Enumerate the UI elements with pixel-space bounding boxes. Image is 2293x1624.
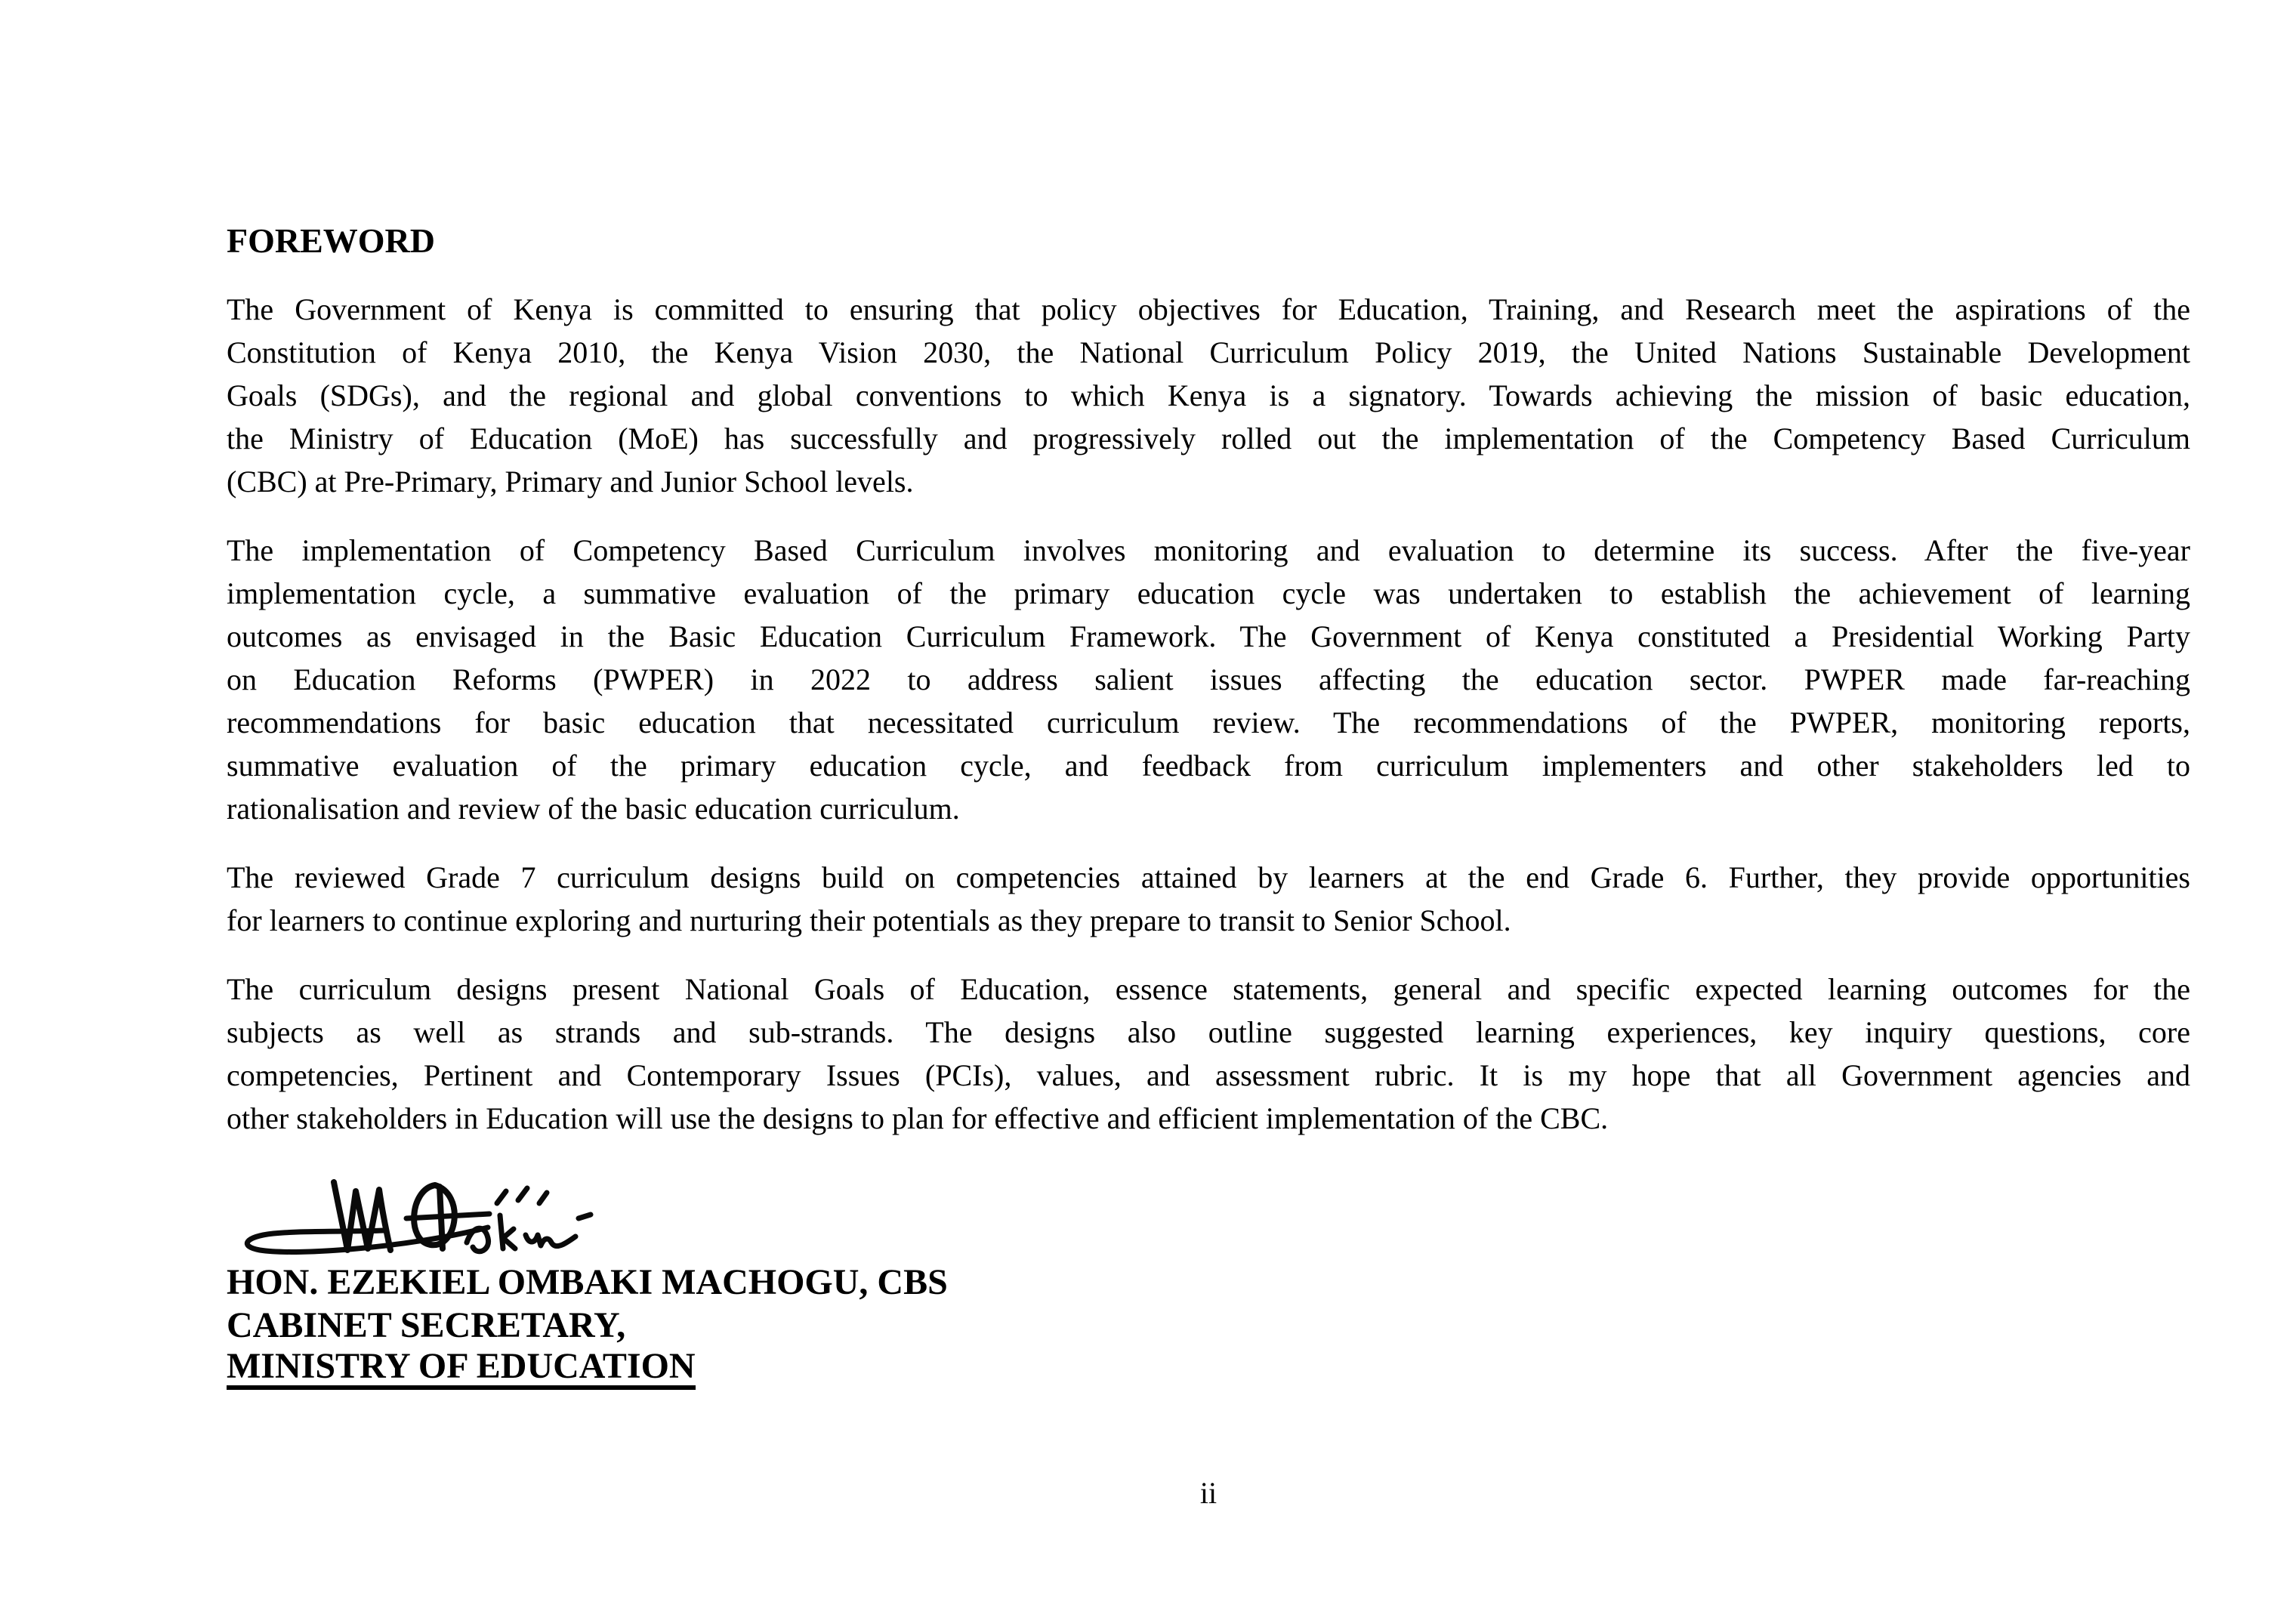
text-line: subjects as well as strands and sub-strands. The designs also outline suggested learning experiences, key inquiry questions, core — [227, 1015, 2190, 1049]
text-line: implementation cycle, a summative evaluation of the primary education cycle was undertaken to establish the achievement of learning — [227, 576, 2190, 610]
signatory-ministry: MINISTRY OF EDUCATION — [227, 1347, 696, 1390]
text-line: competencies, Pertinent and Contemporary Issues (PCIs), values, and assessment rubric. It is my hope that all Government agencies and — [227, 1058, 2190, 1092]
signatory-ministry-row — [227, 1347, 2190, 1396]
text-line: for learners to continue exploring and nurturing their potentials as they prepare to transit to Senior School. — [227, 903, 1511, 937]
page-title: FOREWORD — [227, 221, 435, 260]
text-line: on Education Reforms (PWPER) in 2022 to address salient issues affecting the education sector. PWPER made far-reaching — [227, 662, 2190, 696]
text-line: other stakeholders in Education will use the designs to plan for effective and efficient implementation of the CBC. — [227, 1101, 1609, 1135]
text-line: The curriculum designs present National Goals of Education, essence statements, general and specific expected learning outcomes for the — [227, 972, 2190, 1006]
foreword-section — [227, 219, 2190, 1514]
text-line: The Government of Kenya is committed to ensuring that policy objectives for Education, Training, and Research meet the aspirations of the — [227, 292, 2190, 326]
paragraph-2 — [227, 529, 2190, 830]
paragraph-3 — [227, 856, 2190, 942]
text-line: summative evaluation of the primary education cycle, and feedback from curriculum implementers and other stakeholders led to — [227, 749, 2190, 783]
text-line: the Ministry of Education (MoE) has successfully and progressively rolled out the implementation of the Competency Based Curriculum — [227, 421, 2190, 455]
text-line: Goals (SDGs), and the regional and global conventions to which Kenya is a signatory. Towards achieving the mission of basic education, — [227, 378, 2190, 412]
text-line: outcomes as envisaged in the Basic Education Curriculum Framework. The Government of Kenya constituted a Presidential Working Party — [227, 619, 2190, 653]
text-line: Constitution of Kenya 2010, the Kenya Vision 2030, the National Curriculum Policy 2019, the United Nations Sustainable Development — [227, 335, 2190, 369]
paragraph-4 — [227, 968, 2190, 1140]
text-line: rationalisation and review of the basic education curriculum. — [227, 792, 960, 826]
text-line: recommendations for basic education that necessitated curriculum review. The recommendations of the PWPER, monitoring reports, — [227, 705, 2190, 739]
text-line: The reviewed Grade 7 curriculum designs build on competencies attained by learners at the end Grade 6. Further, they provide opportunities — [227, 860, 2190, 894]
signatory-title: CABINET SECRETARY, — [227, 1305, 626, 1345]
page-number: ii — [1199, 1476, 1217, 1510]
text-line: The implementation of Competency Based Curriculum involves monitoring and evaluation to determine its success. After the five-year — [227, 533, 2190, 567]
text-line: (CBC) at Pre-Primary, Primary and Junior School levels. — [227, 465, 914, 499]
paragraph-1 — [227, 288, 2190, 503]
signatory-name: HON. EZEKIEL OMBAKI MACHOGU, CBS — [227, 1262, 948, 1302]
signature-icon — [237, 1172, 594, 1261]
